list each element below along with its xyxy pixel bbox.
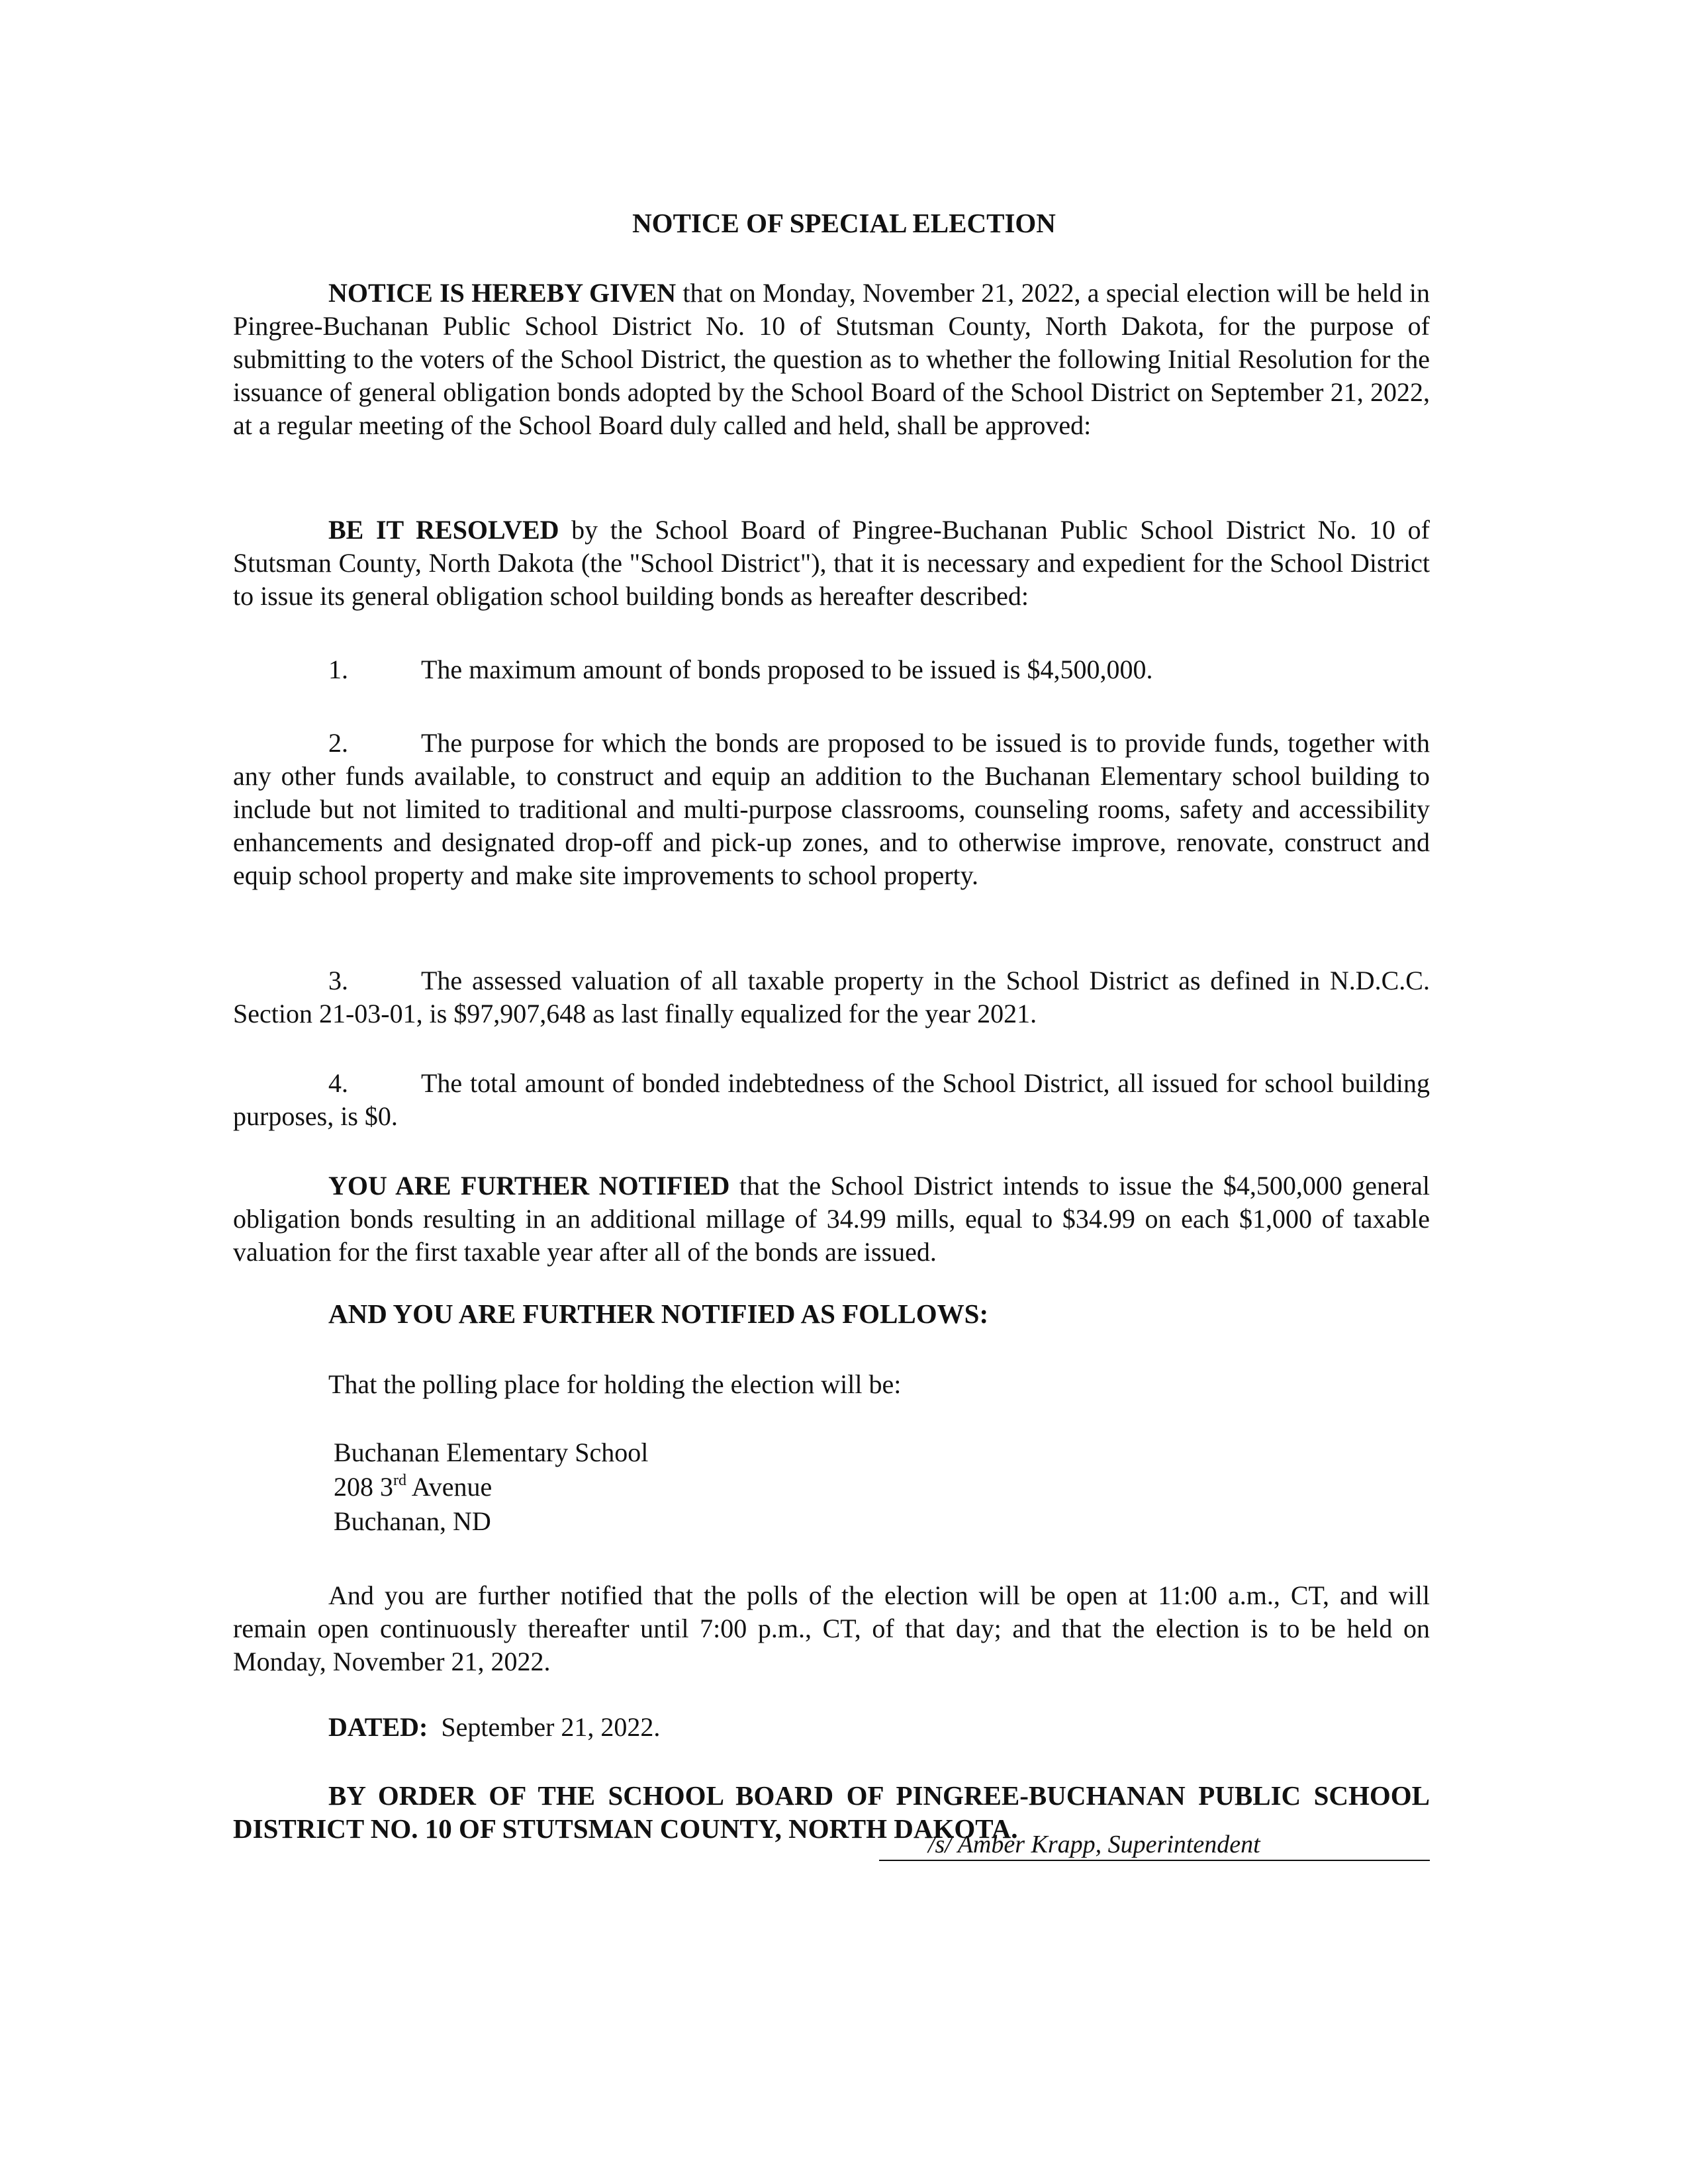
item-number: 2. <box>328 728 348 758</box>
item-text: The total amount of bonded indebtedness of the School District, all issued for school building purposes, is $0. <box>233 1068 1430 1131</box>
further-notice-paragraph <box>233 1169 1430 1269</box>
further-text: that the School District intends to issue the $4,500,000 general obligation bonds resulting in an additional millage of 34.99 mills, equal to $34.99 on each $1,000 of taxable valuation for the first taxable year after all of the bonds are issued. <box>233 1171 1430 1267</box>
dated-label: DATED: <box>328 1712 428 1742</box>
item-number: 3. <box>328 966 348 995</box>
street-name: Avenue <box>406 1472 492 1502</box>
polling-address-street <box>334 1471 492 1504</box>
street-ordinal: rd <box>393 1472 406 1489</box>
polling-intro: That the polling place for holding the election will be: <box>328 1369 902 1399</box>
item-number: 1. <box>328 655 348 684</box>
resolution-item-4 <box>233 1067 1430 1133</box>
resolution-paragraph <box>233 514 1430 613</box>
resolution-item-2 <box>233 727 1430 892</box>
intro-text: that on Monday, November 21, 2022, a special election will be held in Pingree-Buchanan Public School District No. 10 of Stutsman County, North Dakota, for the purpose of submitting to the voters of the School District, the question as to whether the following Initial Resolution for the issuance of general obligation bonds adopted by the School Board of the School District on September 21, 2022, at a regular meeting of the School Board duly called and held, shall be approved: <box>233 278 1430 440</box>
item-text: The assessed valuation of all taxable property in the School District as defined in N.D.C.C. Section 21-03-01, is $97,907,648 as last finally equalized for the year 2021. <box>233 966 1430 1028</box>
dated-line <box>328 1711 660 1744</box>
signature-line: /s/ Amber Krapp, Superintendent <box>879 1829 1430 1861</box>
street-number: 208 3 <box>334 1472 393 1502</box>
follows-heading: AND YOU ARE FURTHER NOTIFIED AS FOLLOWS: <box>328 1298 989 1329</box>
intro-paragraph <box>233 277 1430 442</box>
order-statement: BY ORDER OF THE SCHOOL BOARD OF PINGREE-BUCHANAN PUBLIC SCHOOL DISTRICT NO. 10 OF STUTSMAN COUNTY, NORTH DAKOTA. <box>233 1780 1430 1844</box>
further-lead: YOU ARE FURTHER NOTIFIED <box>328 1171 730 1201</box>
resolution-item-1 <box>233 653 1430 686</box>
resolution-text: by the School Board of Pingree-Buchanan Public School District No. 10 of Stutsman County, North Dakota (the "School District"), that it is necessary and expedient for the School District to issue its general obligation school building bonds as hereafter described: <box>233 515 1430 611</box>
polling-address-name: Buchanan Elementary School <box>334 1437 649 1467</box>
intro-lead: NOTICE IS HEREBY GIVEN <box>328 278 677 308</box>
item-text: The purpose for which the bonds are proposed to be issued is to provide funds, together with any other funds available, to construct and equip an addition to the Buchanan Elementary school building to include but not limited to traditional and multi-purpose classrooms, counseling rooms, safety and accessibility enhancements and designated drop-off and pick-up zones, and to otherwise improve, renovate, construct and equip school property and make site improvements to school property. <box>233 728 1430 890</box>
document-title: NOTICE OF SPECIAL ELECTION <box>632 208 1056 238</box>
item-number: 4. <box>328 1068 348 1098</box>
polls-paragraph: And you are further notified that the polls of the election will be open at 11:00 a.m., CT, and will remain open continuously thereafter until 7:00 p.m., CT, of that day; and that the election is to be held on Monday, November 21, 2022. <box>233 1580 1430 1676</box>
dated-value: September 21, 2022. <box>441 1712 661 1742</box>
resolution-lead: BE IT RESOLVED <box>328 515 559 545</box>
resolution-item-3 <box>233 964 1430 1030</box>
polling-address-city: Buchanan, ND <box>334 1506 491 1536</box>
item-text: The maximum amount of bonds proposed to be issued is $4,500,000. <box>421 655 1153 684</box>
